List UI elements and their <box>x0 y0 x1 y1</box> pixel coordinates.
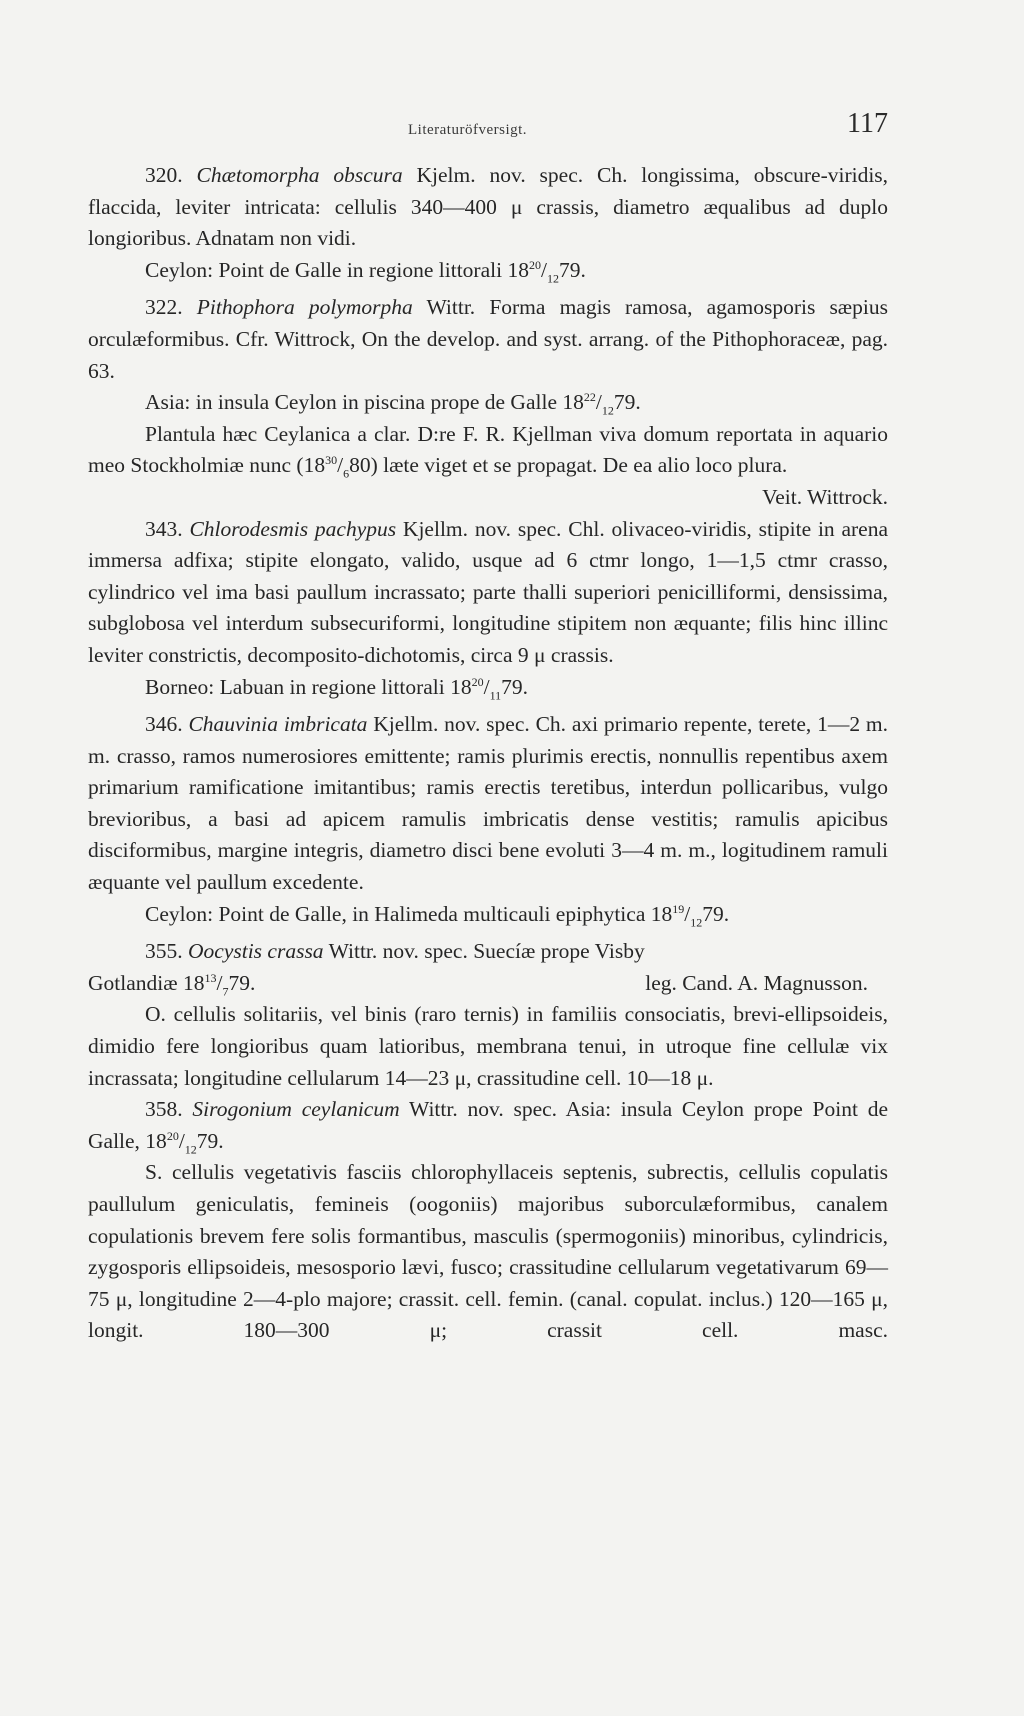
entry-number: 320. <box>145 163 183 187</box>
page-body <box>88 160 888 1347</box>
entry-358: 358. Sirogonium ceylanicum Wittr. nov. spec. Asia: insula Ceylon prope Point de Galle, $18^{20}/_{12}79$. <box>88 1097 889 1157</box>
entry-343 <box>88 514 888 672</box>
entry-number: 343. <box>145 516 183 541</box>
entry-320-locality: Ceylon: Point de Galle in regione littorali $18^{20}/_{12}79$. <box>145 257 586 286</box>
page-number: 117 <box>847 108 888 139</box>
running-title: Literaturöfversigt. <box>408 122 528 138</box>
entry-355 <box>88 936 888 968</box>
species-description: Chl. olivaceo-viridis, stipite in arena immersa adfixa; stipite elongato, valido, usque ad 6 ctmr longo, 1—1,5 ctmr crasso, cylindrico vel ima basi paullum incrassato; parte thalli superiori penicilliformi, densissima, subglobosa vel interdum subsecuriformi, longitudine stipitem non æquante; filis hinc illinc leviter constrictis, decomposito-dichotomis, circa 9 μ crassis. <box>88 516 889 667</box>
species-author: Wittr. nov. spec. <box>409 1097 558 1122</box>
entry-320 <box>88 160 888 255</box>
species-description: Ch. axi primario repente, terete, 1—2 m. m. crasso, ramos numerosiores emittente; ramis plurimis erectis, nonnullis repentibus axem primarium ramificatione imitantibus; ramis erectis teretibus, interdun pollicaribus, vulgo brevioribus, a basi ad apicem ramulis imbricatis dense vestitis; ramulis apicibus disciformibus, margine integris, diametro disci bene evoluti 3—4 m. m., logitudinem ramuli æquante vel paullum excedente. <box>88 712 889 895</box>
species-locality-intro: Suecíæ prope Visby <box>473 939 645 964</box>
species-name: Oocystis crassa <box>188 939 324 964</box>
page-header <box>88 108 888 148</box>
entry-number: 355. <box>145 939 183 964</box>
entry-number: 358. <box>145 1097 183 1122</box>
species-description: Ch. longissima, obscure-viridis, flaccida, leviter intricata: cellulis 340—400 μ crassis, diametro æqualibus ad duplo longioribus. Adnatam non vidi. <box>88 163 889 251</box>
entry-355-description: O. cellulis solitariis, vel binis (raro ternis) in familiis consociatis, brevi-ellipsoideis, dimidio fere longioribus quam latioribus, membrana tenui, in utroque fine cellulæ vix incrassata; longitudine cellularum 14—23 μ, crassitudine cell. 10—18 μ. <box>88 1002 888 1090</box>
entry-number: 346. <box>145 712 183 737</box>
entry-355-locality: Gotlandiæ $18^{13}/_779$. leg. Cand. A. Magnusson. <box>88 968 888 1000</box>
species-name: Chætomorpha obscura <box>196 163 403 187</box>
entry-number: 322. <box>145 295 183 320</box>
collector: leg. Cand. A. Magnusson. <box>645 970 868 995</box>
entry-322-locality: Asia: in insula Ceylon in piscina prope de Galle $18^{22}/_{12}79$. <box>145 390 641 418</box>
note-signature: Veit. Wittrock. <box>762 484 888 509</box>
entry-346-locality: Ceylon: Point de Galle, in Halimeda multicauli epiphytica $18^{19}/_{12}79$. <box>145 901 730 929</box>
species-author: Wittr. <box>426 295 476 320</box>
species-description: Forma magis ramosa, agamosporis sæpius orculæformibus. Cfr. Wittrock, On the develop. and syst. arrang. of the Pithophoraceæ, pag. 63. <box>88 295 888 383</box>
entry-346 <box>88 709 888 899</box>
species-name: Chlorodesmis pachypus <box>189 516 397 541</box>
entry-322 <box>88 292 888 387</box>
entry-343-locality: Borneo: Labuan in regione littorali $18^{20}/_{11}79$. <box>145 674 529 702</box>
species-author: Kjellm. nov. spec. <box>373 712 530 737</box>
entry-358-description: S. cellulis vegetativis fasciis chlorophyllaceis septenis, subrectis, cellulis copulatis paullulum geniculatis, femineis (oogoniis) majoribus suborculæformibus, canalem copulationis brevem fere solis formantibus, masculis (spermogoniis) minoribus, cylindricis, zygosporis ellipsoideis, mesosporio lævi, fusco; crassitudine cellularum vegetativarum 69—75 μ, longitudine 2—4-plo majore; crassit. cell. femin. (canal. copulat. inclus.) 120—165 μ, longit. 180—300 μ; crassit cell. masc. <box>88 1160 888 1343</box>
species-author: Kjelm. nov. spec. <box>416 163 584 187</box>
species-author: Wittr. nov. spec. <box>328 939 468 964</box>
entry-322-note: Plantula hæc Ceylanica a clar. D:re F. R. Kjellman viva domum reportata in aquario meo Stockholmiæ nunc $(18^{30}/_680)$ læte viget et se propagat. De ea alio loco plura. Veit. Wittrock. <box>88 419 888 482</box>
species-name: Pithophora polymorpha <box>196 295 413 320</box>
species-name: Sirogonium ceylanicum <box>192 1097 400 1122</box>
species-author: Kjellm. nov. spec. <box>402 516 562 541</box>
species-name: Chauvinia imbricata <box>188 712 368 737</box>
